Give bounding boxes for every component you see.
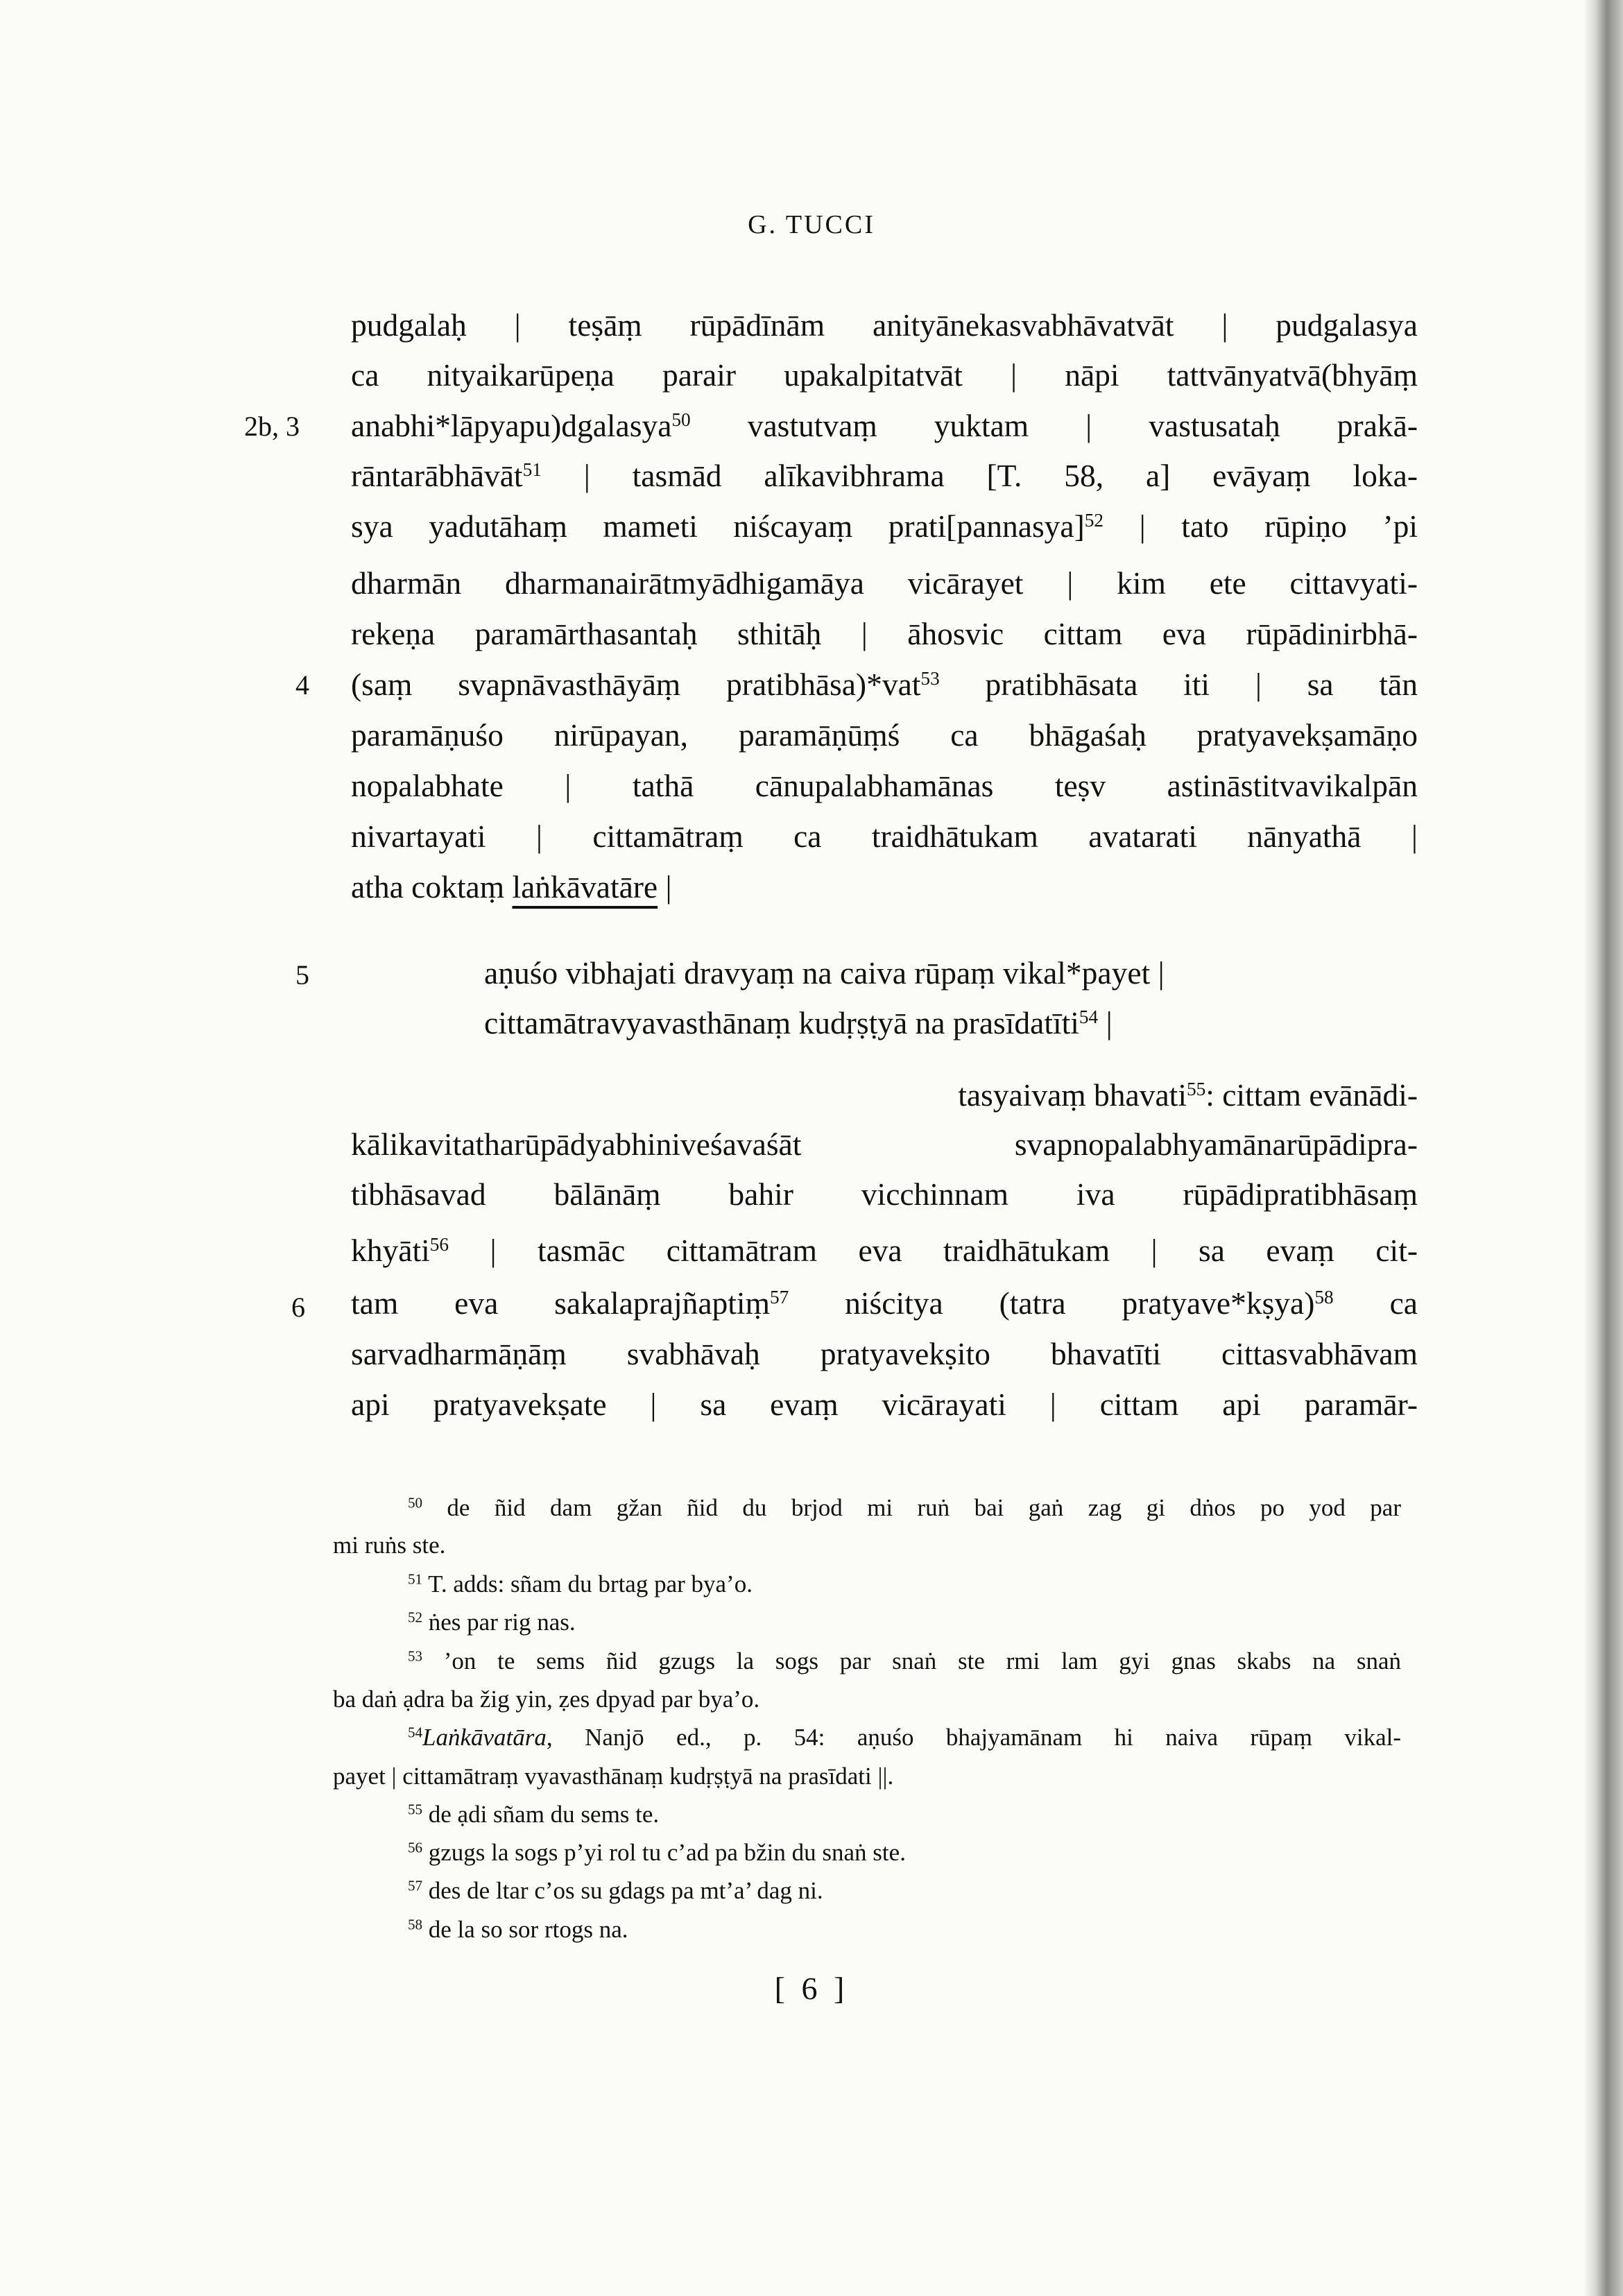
text-line: tasyaivaṃ bhavati$^{55}$: cittam evānādi- [958,1077,1418,1113]
footnote: $^{54}$Laṅkāvatāra, Nanjō ed., p. 54: aṇuśo bhajyamānam hi naiva rūpaṃ vikal- [408,1724,1401,1751]
text-line: atha coktaṃ laṅkāvatāre | [351,869,672,905]
footnote: payet | cittamātraṃ vyavasthānaṃ kudṛṣṭyā na prasīdati ||. [333,1763,894,1790]
footnote: $^{58}$ de la so sor rtogs na. [408,1916,628,1943]
text-line: kālikavitatharūpādyabhiniveśavaśāt svapnopalabhyamānarūpādipra- [351,1126,1418,1162]
text-line: sya yadutāhaṃ mameti niścayaṃ prati[pannasya]$^{52}$ | tato rūpiṇo ’pi [351,508,1418,544]
footnote-ref[interactable]: 58 [1314,1287,1334,1308]
scan-edge-shadow [1583,0,1623,2296]
text-line: pudgalaḥ | teṣāṃ rūpādīnām anityānekasvabhāvatvāt | pudgalasya [351,307,1418,343]
footnote: mi ruṅs ste. [333,1532,446,1559]
footnote-ref[interactable]: 55 [1186,1079,1206,1099]
text-line: rāntarābhāvāt$^{51}$ | tasmād alīkavibhrama [T. 58, a] evāyaṃ loka- [351,458,1418,493]
verse-line: cittamātravyavasthānaṃ kudṛṣṭyā na prasīdatīti$^{54}$ | [484,1005,1113,1040]
underlined-title: laṅkāvatāre [512,869,658,905]
page-number: [ 6 ] [774,1971,849,2006]
text-line: tibhāsavad bālānāṃ bahir vicchinnam iva rūpādipratibhāsaṃ [351,1176,1418,1212]
text-line: ca nityaikarūpeṇa parair upakalpitatvāt | nāpi tattvānyatvā(bhyāṃ [351,357,1418,393]
text-line: dharmān dharmanairātmyādhigamāya vicārayet | kim ete cittavyati- [351,565,1418,601]
footnote-ref[interactable]: 54 [1079,1006,1099,1027]
footnote: $^{57}$ des de ltar c’os su gdags pa mt’a’ dag ni. [408,1877,823,1904]
margin-number: 6 [291,1292,305,1323]
margin-number: 5 [295,959,309,991]
footnote: $^{52}$ ṅes par rig nas. [408,1609,576,1636]
footnote-ref[interactable]: 57 [769,1287,789,1308]
footnote: $^{55}$ de ạdi sñam du sems te. [408,1801,660,1828]
footnote-ref[interactable]: 51 [522,459,542,480]
footnote: ba daṅ ạdra ba žig yin, ẓes dpyad par bya’o. [333,1686,760,1713]
text-line: paramāṇuśo nirūpayan, paramāṇūṃś ca bhāgaśaḥ pratyavekṣamāṇo [351,717,1418,753]
text-line: tam eva sakalaprajñaptiṃ$^{57}$ niścitya (tatra pratyave*kṣya)$^{58}$ ca [351,1285,1418,1321]
footnote: $^{56}$ gzugs la sogs p’yi rol tu c’ad pa bžin du snaṅ ste. [408,1839,906,1866]
footnote: $^{50}$ de ñid dam gžan ñid du brjod mi ruṅ bai gaṅ zag gi dṅos po yod par [408,1494,1401,1521]
footnote: $^{53}$ ’on te sems ñid gzugs la sogs par snaṅ ste rmi lam gyi gnas skabs na snaṅ [408,1647,1401,1674]
footnote-ref[interactable]: 56 [429,1234,449,1255]
margin-number: 4 [295,669,309,701]
text-line: api pratyavekṣate | sa evaṃ vicārayati | cittam api paramār- [351,1387,1418,1422]
footnote-ref[interactable]: 52 [1084,510,1104,531]
footnote-ref[interactable]: 50 [671,409,691,430]
footnote: $^{51}$ T. adds: sñam du brtag par bya’o. [408,1570,753,1597]
text-line: (saṃ svapnāvasthāyāṃ pratibhāsa)*vat$^{53}$ pratibhāsata iti | sa tān [351,667,1418,702]
margin-number: 2b, 3 [244,411,300,442]
footnote-ref[interactable]: 53 [920,668,940,689]
text-line: nopalabhate | tathā cānupalabhamānas teṣv astināstitvavikalpān [351,768,1418,803]
running-header: G. TUCCI [748,210,875,239]
verse-line: aṇuśo vibhajati dravyaṃ na caiva rūpaṃ vikal*payet | [484,955,1165,991]
text-line: khyāti$^{56}$ | tasmāc cittamātram eva traidhātukam | sa evaṃ cit- [351,1233,1418,1268]
text-line: nivartayati | cittamātraṃ ca traidhātukam avatarati nānyathā | [351,819,1418,854]
text-line: sarvadharmāṇāṃ svabhāvaḥ pratyavekṣito bhavatīti cittasvabhāvam [351,1336,1418,1371]
text-line: anabhi*lāpyapu)dgalasya$^{50}$ vastutvaṃ yuktam | vastusataḥ prakā- [351,408,1418,443]
text-line: rekeṇa paramārthasantaḥ sthitāḥ | āhosvic cittam eva rūpādinirbhā- [351,616,1418,651]
